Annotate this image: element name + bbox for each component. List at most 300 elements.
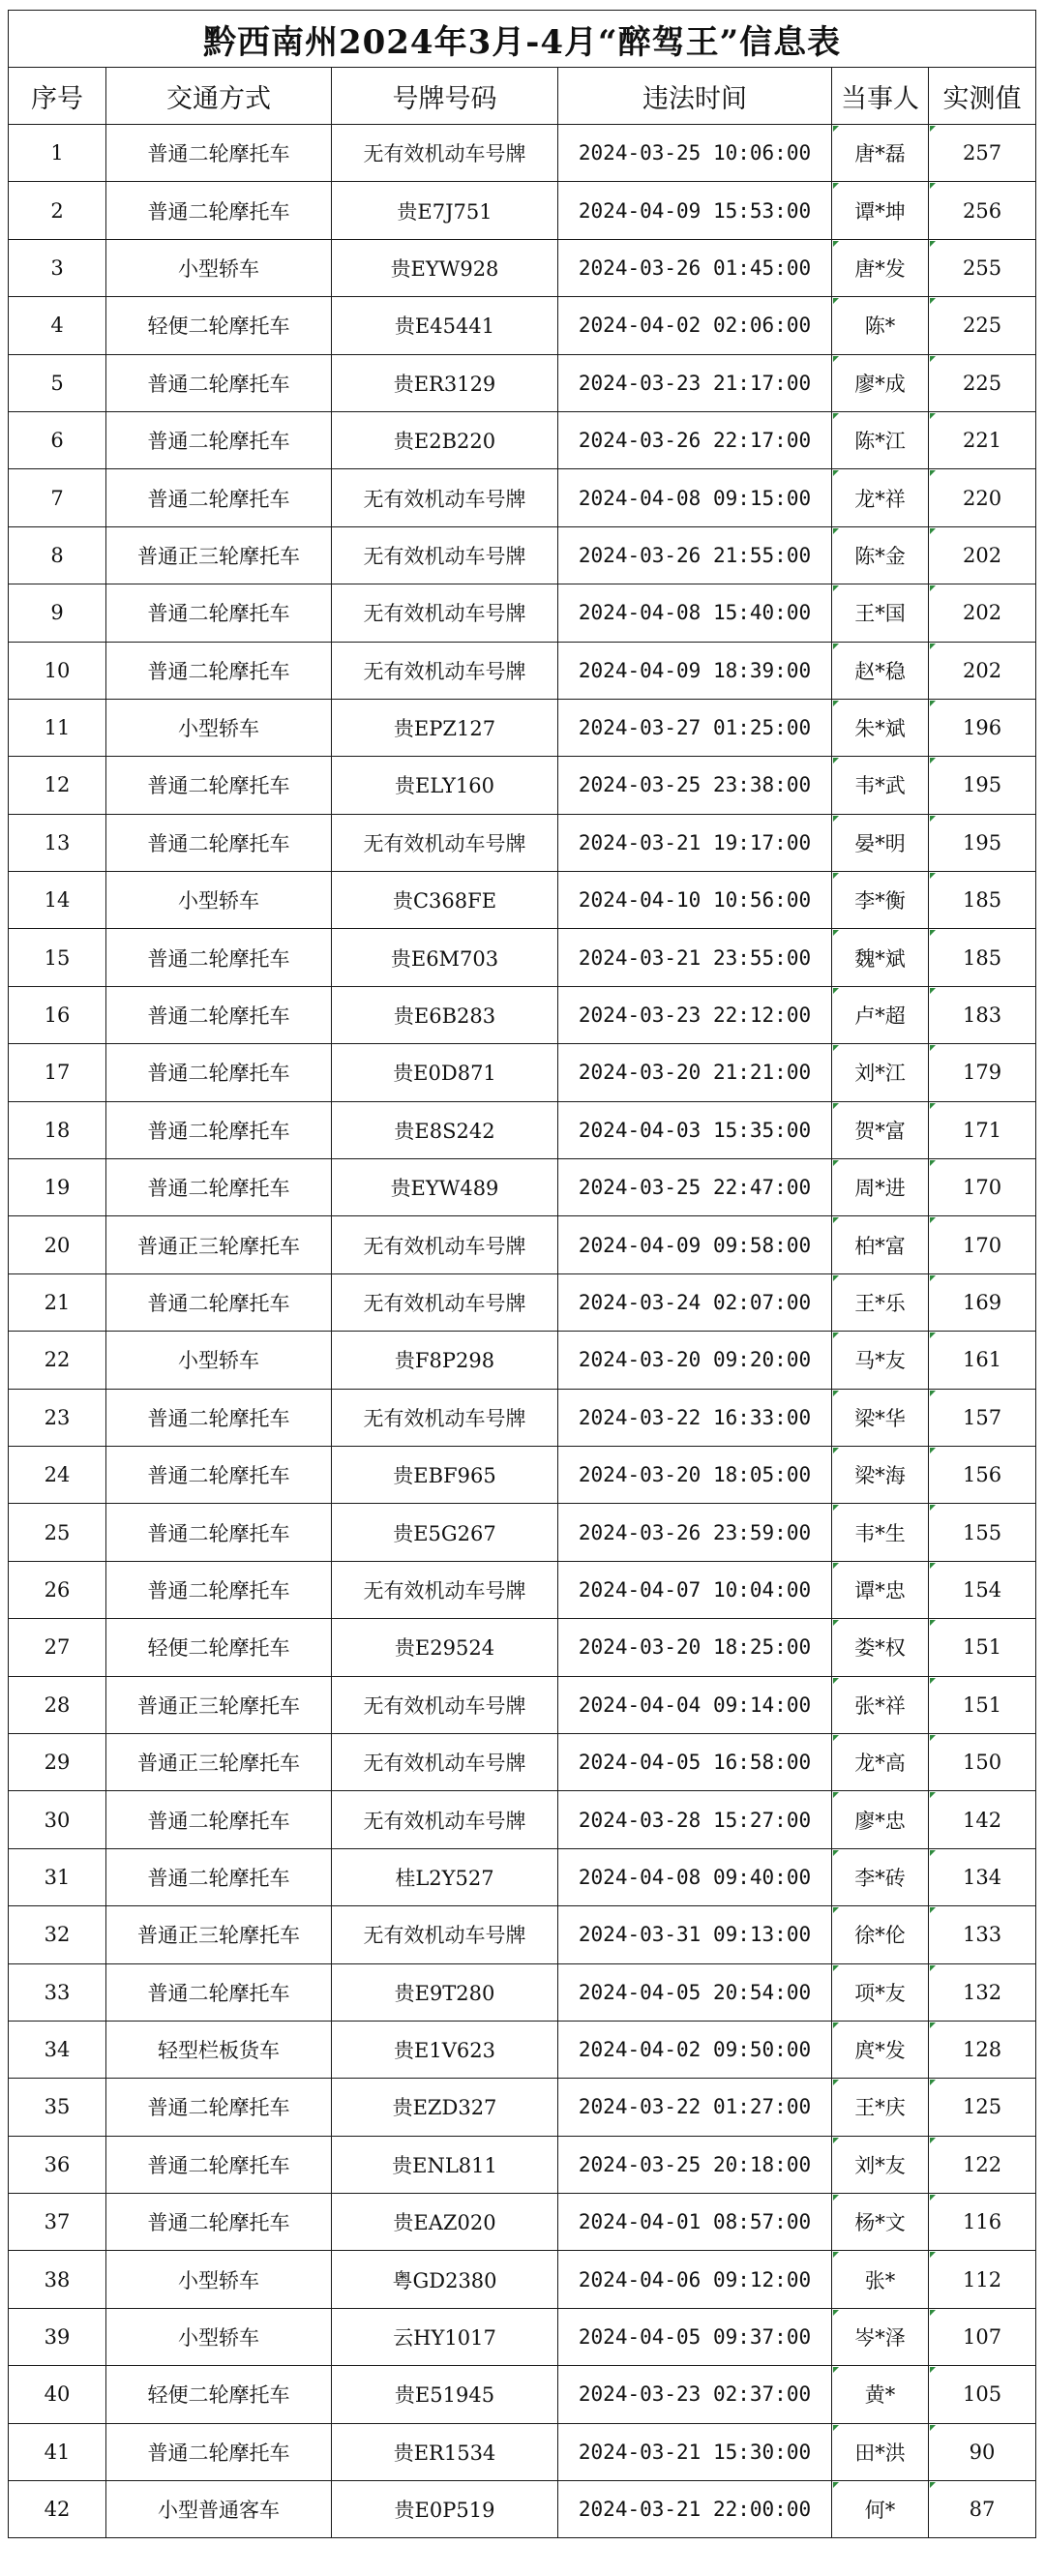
- cell-vehicle-type: 轻便二轮摩托车: [106, 1619, 332, 1676]
- cell-measured-value: 156: [929, 1446, 1036, 1503]
- cell-measured-value: 170: [929, 1216, 1036, 1273]
- table-row: [9, 2136, 1036, 2193]
- cell-measured-value: 179: [929, 1044, 1036, 1101]
- cell-violation-time: 2024-03-23 02:37:00: [558, 2366, 832, 2423]
- cell-measured-value: 225: [929, 354, 1036, 411]
- cell-party: 庹*发: [832, 2021, 929, 2078]
- cell-vehicle-type: 小型轿车: [106, 872, 332, 929]
- cell-measured-value: 196: [929, 699, 1036, 756]
- cell-party: 张*祥: [832, 1676, 929, 1733]
- cell-seq: 11: [9, 699, 106, 756]
- cell-violation-time: 2024-04-01 08:57:00: [558, 2194, 832, 2251]
- cell-violation-time: 2024-04-08 15:40:00: [558, 584, 832, 642]
- cell-violation-time: 2024-03-25 10:06:00: [558, 125, 832, 182]
- table-row: [9, 872, 1036, 929]
- cell-seq: 27: [9, 1619, 106, 1676]
- cell-vehicle-type: 小型轿车: [106, 2251, 332, 2308]
- table-row: [9, 1906, 1036, 1963]
- cell-plate-number: 贵E45441: [332, 297, 558, 354]
- cell-plate-number: 无有效机动车号牌: [332, 1733, 558, 1790]
- cell-measured-value: 125: [929, 2079, 1036, 2136]
- cell-plate-number: 无有效机动车号牌: [332, 1389, 558, 1446]
- cell-violation-time: 2024-03-26 21:55:00: [558, 526, 832, 584]
- cell-seq: 41: [9, 2423, 106, 2480]
- table-row: [9, 2481, 1036, 2538]
- cell-vehicle-type: 轻便二轮摩托车: [106, 297, 332, 354]
- cell-plate-number: 无有效机动车号牌: [332, 1216, 558, 1273]
- cell-party: 谭*忠: [832, 1561, 929, 1618]
- cell-violation-time: 2024-03-27 01:25:00: [558, 699, 832, 756]
- table-row: [9, 182, 1036, 239]
- cell-party: 龙*祥: [832, 469, 929, 526]
- cell-plate-number: 贵EYW489: [332, 1159, 558, 1216]
- cell-seq: 9: [9, 584, 106, 642]
- cell-party: 张*: [832, 2251, 929, 2308]
- cell-seq: 36: [9, 2136, 106, 2193]
- cell-plate-number: 贵ELY160: [332, 757, 558, 814]
- header-vehicle-type: 交通方式: [106, 68, 332, 125]
- table-row: [9, 1273, 1036, 1331]
- cell-plate-number: 贵ER1534: [332, 2423, 558, 2480]
- table-row: [9, 642, 1036, 699]
- cell-violation-time: 2024-03-21 19:17:00: [558, 814, 832, 871]
- cell-plate-number: 云HY1017: [332, 2308, 558, 2365]
- cell-measured-value: 112: [929, 2251, 1036, 2308]
- cell-violation-time: 2024-04-09 18:39:00: [558, 642, 832, 699]
- cell-measured-value: 142: [929, 1791, 1036, 1848]
- cell-vehicle-type: 普通二轮摩托车: [106, 1446, 332, 1503]
- cell-measured-value: 90: [929, 2423, 1036, 2480]
- cell-party: 王*乐: [832, 1273, 929, 1331]
- cell-violation-time: 2024-04-08 09:15:00: [558, 469, 832, 526]
- cell-vehicle-type: 普通正三轮摩托车: [106, 1216, 332, 1273]
- cell-violation-time: 2024-03-21 15:30:00: [558, 2423, 832, 2480]
- cell-plate-number: 贵E8S242: [332, 1101, 558, 1158]
- cell-seq: 30: [9, 1791, 106, 1848]
- cell-party: 朱*斌: [832, 699, 929, 756]
- cell-seq: 35: [9, 2079, 106, 2136]
- cell-violation-time: 2024-04-09 09:58:00: [558, 1216, 832, 1273]
- cell-seq: 29: [9, 1733, 106, 1790]
- cell-seq: 39: [9, 2308, 106, 2365]
- table-row: [9, 125, 1036, 182]
- cell-measured-value: 151: [929, 1619, 1036, 1676]
- cell-measured-value: 134: [929, 1848, 1036, 1905]
- cell-violation-time: 2024-03-20 18:25:00: [558, 1619, 832, 1676]
- cell-party: 梁*华: [832, 1389, 929, 1446]
- header-measured-value: 实测值: [929, 68, 1036, 125]
- cell-measured-value: 87: [929, 2481, 1036, 2538]
- cell-vehicle-type: 普通二轮摩托车: [106, 929, 332, 986]
- cell-measured-value: 257: [929, 125, 1036, 182]
- header-seq: 序号: [9, 68, 106, 125]
- table-body: [9, 125, 1036, 2538]
- cell-plate-number: 无有效机动车号牌: [332, 584, 558, 642]
- cell-plate-number: 贵E6M703: [332, 929, 558, 986]
- cell-measured-value: 185: [929, 929, 1036, 986]
- cell-violation-time: 2024-03-28 15:27:00: [558, 1791, 832, 1848]
- cell-party: 韦*生: [832, 1504, 929, 1561]
- table-row: [9, 526, 1036, 584]
- cell-vehicle-type: 普通正三轮摩托车: [106, 526, 332, 584]
- cell-measured-value: 107: [929, 2308, 1036, 2365]
- cell-vehicle-type: 普通正三轮摩托车: [106, 1733, 332, 1790]
- cell-party: 柏*富: [832, 1216, 929, 1273]
- cell-measured-value: 225: [929, 297, 1036, 354]
- cell-vehicle-type: 普通二轮摩托车: [106, 1504, 332, 1561]
- cell-seq: 15: [9, 929, 106, 986]
- cell-measured-value: 202: [929, 584, 1036, 642]
- cell-violation-time: 2024-04-04 09:14:00: [558, 1676, 832, 1733]
- cell-plate-number: 贵E0D871: [332, 1044, 558, 1101]
- cell-vehicle-type: 普通二轮摩托车: [106, 1389, 332, 1446]
- cell-plate-number: 无有效机动车号牌: [332, 1273, 558, 1331]
- cell-party: 卢*超: [832, 986, 929, 1043]
- table-row: [9, 2079, 1036, 2136]
- cell-plate-number: 贵E0P519: [332, 2481, 558, 2538]
- cell-plate-number: 贵EBF965: [332, 1446, 558, 1503]
- cell-party: 唐*磊: [832, 125, 929, 182]
- cell-vehicle-type: 普通二轮摩托车: [106, 1159, 332, 1216]
- cell-plate-number: 贵E29524: [332, 1619, 558, 1676]
- cell-measured-value: 150: [929, 1733, 1036, 1790]
- cell-party: 贺*富: [832, 1101, 929, 1158]
- table-row: [9, 2423, 1036, 2480]
- table-row: [9, 1791, 1036, 1848]
- table-row: [9, 1216, 1036, 1273]
- table-row: [9, 1561, 1036, 1618]
- cell-seq: 25: [9, 1504, 106, 1561]
- cell-party: 田*洪: [832, 2423, 929, 2480]
- cell-plate-number: 贵E5G267: [332, 1504, 558, 1561]
- cell-seq: 5: [9, 354, 106, 411]
- cell-seq: 38: [9, 2251, 106, 2308]
- cell-vehicle-type: 普通二轮摩托车: [106, 757, 332, 814]
- cell-measured-value: 157: [929, 1389, 1036, 1446]
- table-row: [9, 354, 1036, 411]
- cell-violation-time: 2024-03-23 22:12:00: [558, 986, 832, 1043]
- cell-seq: 40: [9, 2366, 106, 2423]
- cell-violation-time: 2024-03-26 22:17:00: [558, 411, 832, 468]
- cell-party: 魏*斌: [832, 929, 929, 986]
- cell-party: 刘*友: [832, 2136, 929, 2193]
- table-title: 黔西南州2024年3月-4月“醉驾王”信息表: [9, 11, 1036, 68]
- cell-violation-time: 2024-03-21 22:00:00: [558, 2481, 832, 2538]
- cell-measured-value: 151: [929, 1676, 1036, 1733]
- cell-plate-number: 贵F8P298: [332, 1332, 558, 1389]
- cell-seq: 23: [9, 1389, 106, 1446]
- cell-measured-value: 220: [929, 469, 1036, 526]
- cell-seq: 20: [9, 1216, 106, 1273]
- cell-plate-number: 无有效机动车号牌: [332, 642, 558, 699]
- cell-seq: 6: [9, 411, 106, 468]
- cell-seq: 17: [9, 1044, 106, 1101]
- table-row: [9, 699, 1036, 756]
- cell-seq: 4: [9, 297, 106, 354]
- cell-measured-value: 161: [929, 1332, 1036, 1389]
- cell-violation-time: 2024-03-26 01:45:00: [558, 239, 832, 296]
- cell-violation-time: 2024-04-05 20:54:00: [558, 1963, 832, 2021]
- cell-party: 项*友: [832, 1963, 929, 2021]
- cell-vehicle-type: 小型轿车: [106, 2308, 332, 2365]
- cell-vehicle-type: 普通二轮摩托车: [106, 2194, 332, 2251]
- cell-seq: 13: [9, 814, 106, 871]
- cell-party: 杨*文: [832, 2194, 929, 2251]
- table-row: [9, 584, 1036, 642]
- cell-measured-value: 202: [929, 526, 1036, 584]
- cell-measured-value: 169: [929, 1273, 1036, 1331]
- table-row: [9, 2366, 1036, 2423]
- cell-violation-time: 2024-03-23 21:17:00: [558, 354, 832, 411]
- cell-violation-time: 2024-03-24 02:07:00: [558, 1273, 832, 1331]
- cell-vehicle-type: 普通二轮摩托车: [106, 584, 332, 642]
- cell-measured-value: 195: [929, 757, 1036, 814]
- cell-plate-number: 贵E7J751: [332, 182, 558, 239]
- table-row: [9, 2021, 1036, 2078]
- cell-vehicle-type: 轻型栏板货车: [106, 2021, 332, 2078]
- cell-party: 王*庆: [832, 2079, 929, 2136]
- cell-party: 陈*江: [832, 411, 929, 468]
- cell-measured-value: 171: [929, 1101, 1036, 1158]
- dui-info-table: [8, 10, 1036, 2538]
- cell-party: 李*砖: [832, 1848, 929, 1905]
- cell-party: 何*: [832, 2481, 929, 2538]
- cell-party: 马*友: [832, 1332, 929, 1389]
- cell-seq: 8: [9, 526, 106, 584]
- cell-seq: 37: [9, 2194, 106, 2251]
- cell-measured-value: 154: [929, 1561, 1036, 1618]
- table-row: [9, 986, 1036, 1043]
- cell-vehicle-type: 普通二轮摩托车: [106, 1273, 332, 1331]
- cell-plate-number: 贵ER3129: [332, 354, 558, 411]
- cell-seq: 24: [9, 1446, 106, 1503]
- cell-violation-time: 2024-04-03 15:35:00: [558, 1101, 832, 1158]
- cell-seq: 12: [9, 757, 106, 814]
- cell-seq: 22: [9, 1332, 106, 1389]
- cell-vehicle-type: 普通二轮摩托车: [106, 2423, 332, 2480]
- header-party: 当事人: [832, 68, 929, 125]
- cell-vehicle-type: 普通正三轮摩托车: [106, 1906, 332, 1963]
- cell-party: 徐*伦: [832, 1906, 929, 1963]
- cell-vehicle-type: 普通二轮摩托车: [106, 814, 332, 871]
- table-row: [9, 757, 1036, 814]
- cell-party: 周*进: [832, 1159, 929, 1216]
- table-row: [9, 1963, 1036, 2021]
- table-row: [9, 1619, 1036, 1676]
- cell-seq: 2: [9, 182, 106, 239]
- table-row: [9, 929, 1036, 986]
- table-row: [9, 469, 1036, 526]
- cell-plate-number: 贵E6B283: [332, 986, 558, 1043]
- cell-party: 梁*海: [832, 1446, 929, 1503]
- cell-vehicle-type: 普通二轮摩托车: [106, 1791, 332, 1848]
- cell-plate-number: 贵E1V623: [332, 2021, 558, 2078]
- cell-plate-number: 无有效机动车号牌: [332, 526, 558, 584]
- cell-party: 李*衡: [832, 872, 929, 929]
- cell-party: 韦*武: [832, 757, 929, 814]
- cell-vehicle-type: 普通二轮摩托车: [106, 354, 332, 411]
- cell-vehicle-type: 普通二轮摩托车: [106, 1963, 332, 2021]
- cell-seq: 32: [9, 1906, 106, 1963]
- cell-measured-value: 116: [929, 2194, 1036, 2251]
- table-row: [9, 2194, 1036, 2251]
- cell-vehicle-type: 普通二轮摩托车: [106, 1101, 332, 1158]
- cell-violation-time: 2024-03-20 18:05:00: [558, 1446, 832, 1503]
- header-plate-number: 号牌号码: [332, 68, 558, 125]
- cell-violation-time: 2024-03-21 23:55:00: [558, 929, 832, 986]
- cell-party: 廖*成: [832, 354, 929, 411]
- cell-plate-number: 贵E2B220: [332, 411, 558, 468]
- table-row: [9, 2308, 1036, 2365]
- cell-violation-time: 2024-03-25 22:47:00: [558, 1159, 832, 1216]
- table-row: [9, 1676, 1036, 1733]
- cell-seq: 7: [9, 469, 106, 526]
- cell-seq: 31: [9, 1848, 106, 1905]
- cell-seq: 3: [9, 239, 106, 296]
- table-row: [9, 1504, 1036, 1561]
- cell-violation-time: 2024-04-08 09:40:00: [558, 1848, 832, 1905]
- cell-seq: 42: [9, 2481, 106, 2538]
- cell-plate-number: 无有效机动车号牌: [332, 814, 558, 871]
- cell-plate-number: 贵EPZ127: [332, 699, 558, 756]
- table-row: [9, 1101, 1036, 1158]
- cell-violation-time: 2024-04-02 09:50:00: [558, 2021, 832, 2078]
- cell-violation-time: 2024-03-20 09:20:00: [558, 1332, 832, 1389]
- cell-violation-time: 2024-04-06 09:12:00: [558, 2251, 832, 2308]
- cell-seq: 18: [9, 1101, 106, 1158]
- cell-vehicle-type: 普通二轮摩托车: [106, 642, 332, 699]
- cell-vehicle-type: 普通二轮摩托车: [106, 125, 332, 182]
- cell-vehicle-type: 小型轿车: [106, 1332, 332, 1389]
- cell-party: 王*国: [832, 584, 929, 642]
- cell-vehicle-type: 普通二轮摩托车: [106, 2136, 332, 2193]
- cell-violation-time: 2024-03-31 09:13:00: [558, 1906, 832, 1963]
- cell-plate-number: 无有效机动车号牌: [332, 1561, 558, 1618]
- cell-party: 龙*高: [832, 1733, 929, 1790]
- cell-vehicle-type: 普通二轮摩托车: [106, 1848, 332, 1905]
- cell-vehicle-type: 普通二轮摩托车: [106, 469, 332, 526]
- cell-party: 陈*金: [832, 526, 929, 584]
- cell-vehicle-type: 小型轿车: [106, 699, 332, 756]
- cell-vehicle-type: 轻便二轮摩托车: [106, 2366, 332, 2423]
- cell-plate-number: 无有效机动车号牌: [332, 1791, 558, 1848]
- cell-party: 黄*: [832, 2366, 929, 2423]
- cell-seq: 16: [9, 986, 106, 1043]
- cell-vehicle-type: 小型普通客车: [106, 2481, 332, 2538]
- cell-measured-value: 221: [929, 411, 1036, 468]
- cell-party: 唐*发: [832, 239, 929, 296]
- cell-measured-value: 122: [929, 2136, 1036, 2193]
- table-row: [9, 2251, 1036, 2308]
- cell-plate-number: 无有效机动车号牌: [332, 1676, 558, 1733]
- table-row: [9, 1044, 1036, 1101]
- cell-plate-number: 贵E9T280: [332, 1963, 558, 2021]
- table-row: [9, 1446, 1036, 1503]
- cell-violation-time: 2024-04-07 10:04:00: [558, 1561, 832, 1618]
- cell-measured-value: 183: [929, 986, 1036, 1043]
- cell-plate-number: 粤GD2380: [332, 2251, 558, 2308]
- cell-vehicle-type: 小型轿车: [106, 239, 332, 296]
- cell-plate-number: 无有效机动车号牌: [332, 125, 558, 182]
- table-row: [9, 411, 1036, 468]
- cell-plate-number: 贵EYW928: [332, 239, 558, 296]
- cell-party: 岑*泽: [832, 2308, 929, 2365]
- cell-seq: 26: [9, 1561, 106, 1618]
- table-row: [9, 1159, 1036, 1216]
- cell-violation-time: 2024-03-26 23:59:00: [558, 1504, 832, 1561]
- cell-plate-number: 无有效机动车号牌: [332, 469, 558, 526]
- cell-plate-number: 贵C368FE: [332, 872, 558, 929]
- table-row: [9, 1848, 1036, 1905]
- cell-vehicle-type: 普通二轮摩托车: [106, 182, 332, 239]
- cell-violation-time: 2024-04-09 15:53:00: [558, 182, 832, 239]
- cell-plate-number: 桂L2Y527: [332, 1848, 558, 1905]
- cell-violation-time: 2024-04-05 16:58:00: [558, 1733, 832, 1790]
- cell-party: 谭*坤: [832, 182, 929, 239]
- cell-party: 娄*权: [832, 1619, 929, 1676]
- cell-measured-value: 132: [929, 1963, 1036, 2021]
- table-row: [9, 297, 1036, 354]
- cell-seq: 34: [9, 2021, 106, 2078]
- cell-violation-time: 2024-04-02 02:06:00: [558, 297, 832, 354]
- cell-seq: 33: [9, 1963, 106, 2021]
- cell-measured-value: 133: [929, 1906, 1036, 1963]
- cell-measured-value: 128: [929, 2021, 1036, 2078]
- cell-vehicle-type: 普通二轮摩托车: [106, 411, 332, 468]
- cell-seq: 1: [9, 125, 106, 182]
- cell-seq: 19: [9, 1159, 106, 1216]
- cell-vehicle-type: 普通正三轮摩托车: [106, 1676, 332, 1733]
- table-row: [9, 814, 1036, 871]
- cell-measured-value: 195: [929, 814, 1036, 871]
- cell-vehicle-type: 普通二轮摩托车: [106, 986, 332, 1043]
- table-row: [9, 1733, 1036, 1790]
- cell-measured-value: 256: [929, 182, 1036, 239]
- cell-plate-number: 贵E51945: [332, 2366, 558, 2423]
- cell-vehicle-type: 普通二轮摩托车: [106, 2079, 332, 2136]
- table-row: [9, 1389, 1036, 1446]
- cell-measured-value: 185: [929, 872, 1036, 929]
- cell-party: 刘*江: [832, 1044, 929, 1101]
- cell-plate-number: 无有效机动车号牌: [332, 1906, 558, 1963]
- cell-measured-value: 155: [929, 1504, 1036, 1561]
- cell-measured-value: 170: [929, 1159, 1036, 1216]
- cell-plate-number: 贵EZD327: [332, 2079, 558, 2136]
- cell-seq: 28: [9, 1676, 106, 1733]
- cell-measured-value: 255: [929, 239, 1036, 296]
- cell-violation-time: 2024-03-22 16:33:00: [558, 1389, 832, 1446]
- cell-measured-value: 105: [929, 2366, 1036, 2423]
- header-row: [9, 68, 1036, 125]
- cell-party: 赵*稳: [832, 642, 929, 699]
- cell-seq: 21: [9, 1273, 106, 1331]
- table-row: [9, 1332, 1036, 1389]
- cell-violation-time: 2024-04-05 09:37:00: [558, 2308, 832, 2365]
- cell-party: 陈*: [832, 297, 929, 354]
- cell-measured-value: 202: [929, 642, 1036, 699]
- cell-violation-time: 2024-03-25 23:38:00: [558, 757, 832, 814]
- cell-seq: 14: [9, 872, 106, 929]
- cell-plate-number: 贵EAZ020: [332, 2194, 558, 2251]
- cell-vehicle-type: 普通二轮摩托车: [106, 1561, 332, 1618]
- cell-violation-time: 2024-03-22 01:27:00: [558, 2079, 832, 2136]
- header-violation-time: 违法时间: [558, 68, 832, 125]
- table-row: [9, 239, 1036, 296]
- cell-violation-time: 2024-03-20 21:21:00: [558, 1044, 832, 1101]
- cell-party: 晏*明: [832, 814, 929, 871]
- cell-violation-time: 2024-03-25 20:18:00: [558, 2136, 832, 2193]
- cell-party: 廖*忠: [832, 1791, 929, 1848]
